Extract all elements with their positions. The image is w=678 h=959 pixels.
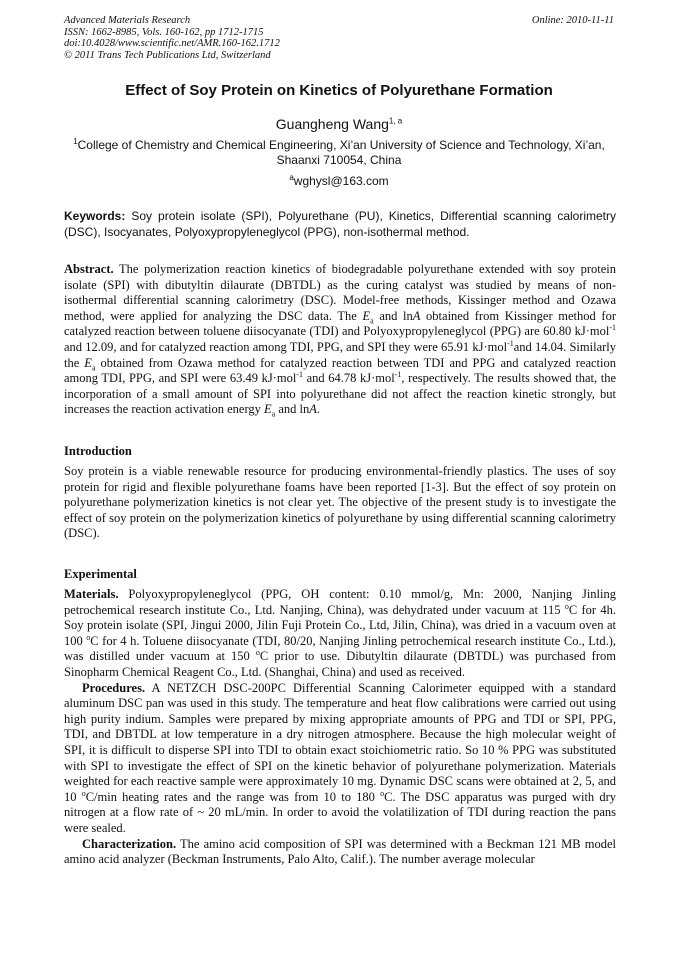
procedures-text: A NETZCH DSC-200PC Differential Scanning Calorimeter equipped with a standard aluminum DSC pan was used in this study. The temperature and heat flow calibrations were carried out using high purity indium. Samples were prepared by mixing appropriate amounts of PPG and TDI or SPI, PPG, TDI, and DBTDL at low temperature in a dry nitrogen atmosphere. Because the high molecular weight of SPI, it is difficult to disperse SPI into TDI to obtain exact stoichiometric ratio. So 10 % PPG was substituted with SPI to investigate the effect of SPI on the kinetic behavior of polyurethane polymerization. Materials weighted for each reactive sample were approximately 10 mg. Dynamic DSC scans were obtained at 2, 5, and 10 (64, 680, 616, 804)
exponent: -1 (507, 338, 514, 348)
introduction-heading: Introduction (64, 444, 132, 458)
materials-label: Materials. (64, 587, 119, 601)
procedures-label: Procedures. (82, 680, 146, 695)
abstract-text: and ln (373, 308, 413, 323)
journal-header (64, 15, 280, 61)
issn-line: ISSN: 1662-8985, Vols. 160-162, pp 1712-1715 (64, 26, 264, 38)
degree-sup: o (81, 788, 86, 798)
affiliation (64, 138, 614, 168)
author-line (64, 116, 614, 132)
symbol-E: E (84, 355, 92, 370)
copyright-line: © 2011 Trans Tech Publications Ltd, Switzerland (64, 49, 271, 61)
keywords (64, 209, 616, 240)
characterization-label: Characterization. (82, 836, 177, 851)
doi-line: doi:10.4028/www.scientific.net/AMR.160-162.1712 (64, 38, 280, 49)
experimental-body (64, 587, 616, 868)
symbol-A: A (412, 308, 421, 323)
abstract-text: obtained from Ozawa method for catalyzed reaction between TDI and PPG and catalyzed reaction among TDI, PPG, and SPI were 63.49 kJ·mol (64, 355, 616, 386)
materials-text: C prior to use. Dibutyltin dilaurate (DBTDL) was purchased from Sinopharm Chemical Reagent Co., Ltd. (Shanghai, China) and used as received. (64, 649, 616, 679)
introduction-text: Soy protein is a viable renewable resource for producing environmental-friendly plastics. The uses of soy protein for rigid and flexible polyurethane foams have been reported [1-3]. But the effect of soy protein on polyurethane polymerization kinetics is not clear yet. The objective of the present study is to investigate the effect of soy protein on the polymerization kinetics of polyurethane by using differential scanning calorimetry (DSC). (64, 464, 616, 541)
symbol-sub-a: a (271, 409, 276, 419)
materials-text: Polyoxypropyleneglycol (PPG, OH content: 0.10 mmol/g, Mn: 2000, Nanjing Jinling petrochemical research institute Co., Ltd. Nanjing, China), was dehydrated under vacuum at 115 (64, 587, 616, 617)
characterization-paragraph (64, 837, 616, 868)
abstract-text: obtained from Kissinger method for catalyzed reaction between toluene diisocyanate (TDI) and Polyoxypropyleneglycol (PPG) are 60.80 kJ·mol (64, 308, 616, 339)
journal-name: Advanced Materials Research (64, 15, 191, 26)
exponent: -1 (394, 370, 402, 379)
symbol-sub-a: a (370, 316, 374, 326)
author-name: Guangheng Wang (275, 116, 389, 132)
symbol-A: A (309, 402, 317, 417)
materials-text: C for 4 h. Toluene diisocyanate (TDI, 80/20, Nanjing Jinling petrochemical research institute Co., Ltd.), was distilled under vacuum at 150 (64, 633, 617, 664)
experimental-heading: Experimental (64, 567, 137, 581)
degree-sup: o (380, 788, 385, 798)
procedures-text: C. The DSC apparatus was purged with dry nitrogen at a flow rate of ~ 20 mL/min. In order to avoid the volatilization of TDI during reaction the pans were sealed. (64, 789, 617, 835)
exponent: -1 (296, 370, 303, 379)
online-date: Online: 2010-11-11 (531, 15, 614, 26)
abstract-text: and 64.78 kJ·mol (302, 371, 395, 386)
abstract (64, 262, 616, 418)
characterization-text: The amino acid composition of SPI was determined with a Beckman 121 MB model amino acid analyzer (Beckman Instruments, Palo Alto, Calif.). The number average molecular (64, 836, 616, 867)
affiliation-sup: 1 (73, 137, 78, 146)
materials-paragraph (64, 587, 616, 681)
author-email (64, 174, 614, 188)
symbol-E: E (362, 308, 371, 323)
abstract-text: . (316, 402, 321, 417)
procedures-text: C/min heating rates and the range was from 10 to 180 (85, 789, 381, 804)
degree-sup: o (564, 601, 569, 611)
abstract-text: and ln (275, 402, 310, 417)
keywords-text: Soy protein isolate (SPI), Polyurethane (PU), Kinetics, Differential scanning calorimetry (DSC), Isocyanates, Polyoxypropyleneglycol (PPG), non-isothermal method. (64, 209, 616, 239)
affiliation-line2: Shaanxi 710054, China (276, 153, 402, 167)
email-sup: a (289, 173, 294, 182)
keywords-label: Keywords: (64, 209, 126, 223)
abstract-text: and 12.09, and for catalyzed reaction among TDI, PPG, and SPI they were 65.91 kJ·mol (64, 339, 508, 354)
procedures-paragraph (64, 681, 616, 837)
abstract-text: The polymerization reaction kinetics of biodegradable polyurethane extended with soy protein isolate (SPI) with dibutyltin dilaurate (DBTDL) as the curing catalyst was studied by means of non-isothermal differential scanning calorimetry (DSC). Model-free methods, Kissinger method and Ozawa method, were applied for analyzing the DSC data. The (64, 262, 616, 323)
degree-sup: o (86, 632, 91, 642)
symbol-sub-a: a (91, 363, 96, 373)
abstract-text: , respectively. The results showed that, the incorporation of a small amount of SPI into polyurethane did not affect the reaction kinetic strongly, but increases the reaction activation energy (64, 371, 616, 417)
affiliation-text: College of Chemistry and Chemical Engineering, Xi’an University of Science and Technology, Xi’an, (77, 138, 605, 152)
degree-sup: o (255, 648, 260, 658)
author-sup: 1, a (388, 116, 403, 126)
symbol-E: E (264, 402, 272, 417)
email-text: wghysl@163.com (293, 174, 389, 188)
abstract-label: Abstract. (64, 262, 114, 276)
exponent: -1 (609, 323, 616, 333)
materials-text: C for 4h. Soy protein isolate (SPI, Jingui 2000, Jilin Fuji Protein Co., Ltd, Jilin, China), was dried in a vacuum oven at 100 (64, 602, 616, 648)
abstract-text: and 14.04. Similarly the (64, 339, 617, 370)
paper-title: Effect of Soy Protein on Kinetics of Polyurethane Formation (125, 82, 553, 99)
